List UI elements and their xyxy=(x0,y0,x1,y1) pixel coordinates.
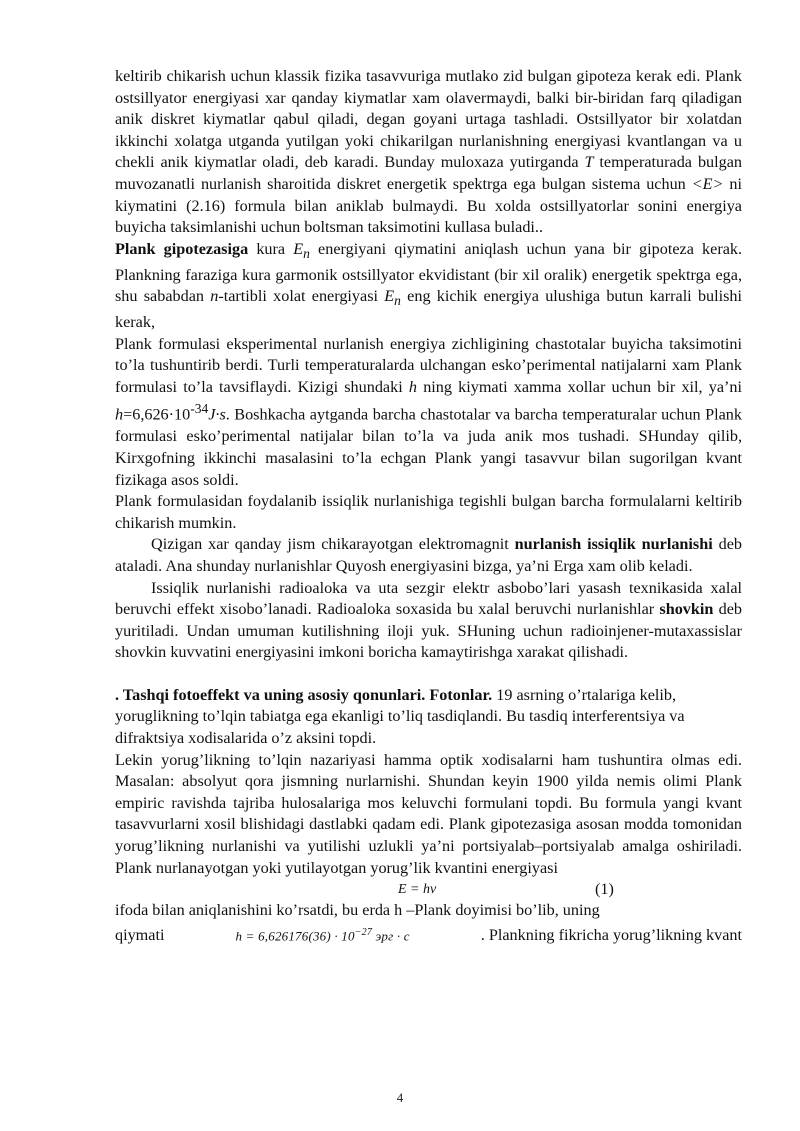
text: temperaturada bulgan muvozanatli nurlanish sharoitida diskret energetik spektrga ega bulgan sistema uchun xyxy=(115,153,742,193)
text: kura xyxy=(256,239,286,258)
subscript-n: n xyxy=(303,245,310,261)
symbol-n: n xyxy=(210,287,219,306)
paragraph-9: ifoda bilan aniqlanishini ko’rsatdi, bu erda h –Plank doyimisi bo’lib, uning xyxy=(115,901,600,920)
planck-constant-value xyxy=(236,922,410,947)
text: qiymati xyxy=(115,926,165,945)
paragraph-planck-formula xyxy=(115,334,742,492)
paragraph-thermal-radiation xyxy=(115,534,742,577)
term-noise: shovkin xyxy=(659,600,714,619)
text: energiyani qiymatini aniqlash uchun yana bir gipoteza kerak. Plankning faraziga kura garmonik ostsillyator ekvidistant (bir xil oralik) energetik spektrga ega, shu sababdan xyxy=(115,239,743,306)
symbol-En xyxy=(293,239,310,261)
value: h = 6,626176(36) · 10 xyxy=(235,928,355,944)
paragraph-planck-hypothesis xyxy=(115,239,742,334)
unit: J·s xyxy=(208,405,226,424)
planck-constant-line xyxy=(115,922,742,947)
subscript-n: n xyxy=(394,293,401,309)
text: 19 asrning o’rtalariga kelib, yoruglikning to’lqin tabiatga ega ekanligi to’liq tasdiqlandi. Bu tasdiq interferentsiya va difraktsiya xodisalarida o’z aksini topdi. xyxy=(115,685,685,748)
exponent: −27 xyxy=(354,926,373,938)
text: deb yuritiladi. Undan umuman kutilishning iloji yuk. SHuning uchun radioinjener-mutaxassislar shovkin kuvvatini energiyasini imkoni boricha kamaytirishga xarakat qilishadi. xyxy=(115,600,743,662)
term-planck-hypothesis: Plank gipotezasiga xyxy=(115,239,249,258)
symbol-mean-energy: <E> xyxy=(691,174,724,193)
text: ning kiymati xamma xollar uchun bir xil, ya’ni xyxy=(423,377,743,396)
unit: эрг · с xyxy=(375,928,410,944)
text: eng kichik energiya ulushiga butun karrali bulishi kerak, xyxy=(115,287,743,331)
section-heading: . Tashqi fotoeffekt va uning asosiy qonunlari. Fotonlar. xyxy=(115,685,493,704)
symbol-h: h xyxy=(115,405,124,424)
text: keltirib chikarish uchun klassik fizika tasavvuriga mutlako zid bulgan gipoteza kerak edi. Plank ostsillyator energiyasi xar qanday kiymatlar xam olavermaydi, balki bir-biridan farq qiladigan anik diskret kiymatlar qabul qiladi, degan goyani urtaga tashladi. Ostsillyator bir xolatdan ikkinchi xolatga utganda yutilgan yoki chikarilgan nurlanishning energiyasi kvantlangan va u chekli anik kiymatlar oladi, deb karadi. Bunday muloxaza yutirganda xyxy=(115,67,742,172)
text: -tartibli xolat energiyasi xyxy=(218,287,378,306)
formula-line xyxy=(115,879,742,900)
symbol-E: E xyxy=(384,287,395,306)
blank-line xyxy=(115,664,742,685)
paragraph-1 xyxy=(115,66,742,239)
text: Issiqlik nurlanishi radioaloka va uta sezgir elektr asbobo’lari yasash texnikasida xalal beruvchi effekt xisobo’lanadi. Radioaloka soxasida bu xalal beruvchi nurlanishlar xyxy=(115,578,742,619)
symbol-T: T xyxy=(584,153,594,172)
text: Qizigan xar qanday jism chikarayotgan elektromagnit xyxy=(151,535,509,554)
text: . Plankning fikricha yorug’likning kvant xyxy=(480,926,742,945)
text: ni kiymatini (2.16) formula bilan aniklab bulmaydi. Bu xolda ostsillyatorlar sonini energiya buyicha taksimlanishi uchun boltsman taksimotini kullasa buladi.. xyxy=(115,174,743,237)
symbol-h: h xyxy=(408,377,417,396)
paragraph-4: Plank formulasidan foydalanib issiqlik nurlanishiga tegishli bulgan barcha formulalarni keltirib chikarish mumkin. xyxy=(115,492,742,532)
section-photoeffect xyxy=(115,685,742,750)
exponent: -34 xyxy=(190,401,209,417)
text: deb ataladi. Ana shunday nurlanishlar Quyosh energiyasini bizga, ya’ni Erga xam olib keladi. xyxy=(115,535,743,575)
planck-value: =6,626·10 xyxy=(123,405,191,424)
term-thermal-radiation: nurlanish issiqlik nurlanishi xyxy=(514,535,713,554)
text: . Boshkacha aytganda barcha chastotalar va barcha temperaturalar uchun Plank formulasi esko’perimental natijalar bilan to’la va juda anik mos tushadi. SHunday qilib, Kirxgofning ikkinchi masalasini to’la echgan Plank yangi tasavvur bilan sugorilgan kvant fizikaga asos soldi. xyxy=(115,405,742,489)
paragraph-wave-theory: Lekin yorug’likning to’lqin nazariyasi hamma optik xodisalarni ham tushuntira olmas edi. Masalan: absolyut qora jismning nurlarnishi. Shundan keyin 1900 yilda nemis olimi Plank empiric ravishda tajriba hulosalariga mos keluvchi formulani topdi. Bu formula yangi kvant tasavvurlarni xosil blishidagi dastlabki qadam edi. Plank gipotezasiga asosan modda tomonidan yorug’likning nurlanishi va yutilishi uzlukli ya’ni portsiyalab–portsiyalab amalga oshiriladi. Plank nurlanayotgan yoki yutilayotgan yorug’lik kvantini energiyasi xyxy=(115,750,742,877)
symbol-E: E xyxy=(293,239,304,258)
page-number: 4 xyxy=(396,1090,404,1105)
document-page xyxy=(115,66,742,947)
formula-E-h-nu: E = hν xyxy=(398,882,437,898)
formula-number: (1) xyxy=(595,880,614,899)
text: Plank formulasi eksperimental nurlanish energiya zichligining chastotalar buyicha taksimotini to’la tushuntirib berdi. Turli temperaturalarda ulchangan esko’perimental natijalarni xam Plank formulasi to’la tavsiflaydi. Kizigi shundaki xyxy=(115,334,742,396)
paragraph-noise xyxy=(115,578,742,664)
symbol-En xyxy=(384,287,401,309)
